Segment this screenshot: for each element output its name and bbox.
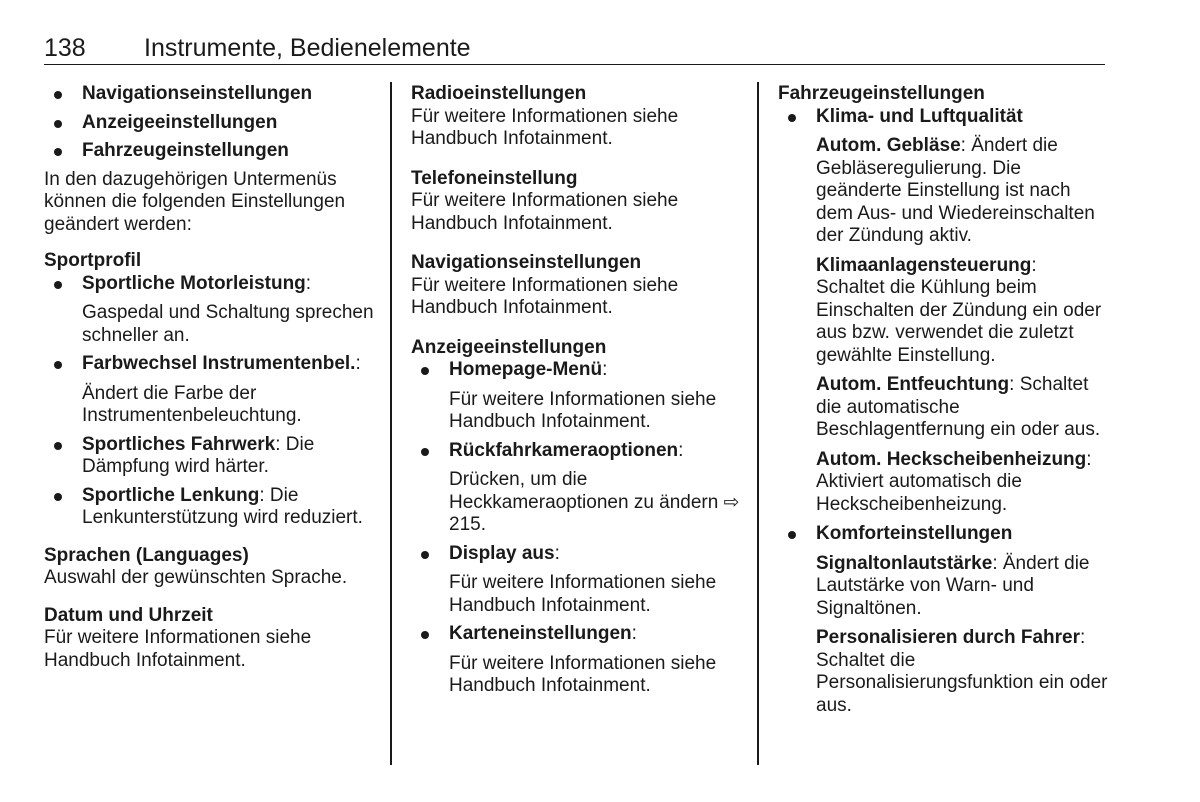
section-heading: Navigationseinstellungen	[411, 252, 642, 273]
list-item: Sportliche Motorleistung: Gaspedal und Schaltung sprechen schneller an.	[44, 273, 376, 348]
section-heading: Anzeigeeinstellungen	[411, 336, 607, 358]
section-text: Für weitere Informationen siehe Handbuch Infotainment.	[411, 274, 679, 318]
list-item: Navigationseinstellungen	[44, 83, 376, 106]
list-item: Fahrzeugeinstellungen	[44, 140, 376, 163]
bullet-icon	[54, 281, 62, 289]
section-text: Für weitere Informationen siehe Handbuch Infotainment.	[411, 190, 679, 234]
list-item: Farbwechsel Instrumentenbel.: Ändert die Farbe der Instrumentenbeleuchtung.	[44, 353, 376, 428]
bullet-icon	[421, 631, 429, 639]
page-number: 138	[44, 34, 86, 62]
intro-list	[44, 83, 376, 163]
bullet-icon	[421, 551, 429, 559]
section-text: Auswahl der gewünschten Sprache.	[44, 567, 348, 588]
setting-entry: Klimaanlagensteuerung: Schaltet die Kühlung beim Einschalten der Zündung ein oder aus bzw. verwendet die zuletzt gewählte Einstellung.	[816, 254, 1102, 366]
setting-entry: Personalisieren durch Fahrer: Schaltet die Personalisierungsfunktion ein oder aus.	[816, 627, 1108, 716]
section-sprachen	[44, 545, 376, 590]
bullet-icon	[788, 531, 796, 539]
column-divider	[390, 82, 392, 765]
section-heading: Sprachen (Languages)	[44, 544, 249, 566]
bullet-icon	[54, 361, 62, 369]
chapter-title: Instrumente, Bedienelemente	[144, 34, 471, 62]
section-sportprofil	[44, 250, 376, 530]
section-heading: Radioeinstellungen	[411, 83, 587, 104]
page-header	[44, 34, 1105, 65]
column-1	[44, 83, 376, 672]
section-text: Für weitere Informationen siehe Handbuch Infotainment.	[411, 105, 679, 149]
bullet-icon	[421, 448, 429, 456]
setting-entry: Signaltonlautstärke: Ändert die Lautstärke von Warn- und Signaltönen.	[816, 552, 1090, 619]
section-navigation	[411, 252, 743, 320]
list-item: Display aus: Für weitere Informationen siehe Handbuch Infotainment.	[411, 543, 743, 618]
list-item: Komforteinstellungen Signaltonlautstärke: Ändert die Lautstärke von Warn- und Signaltönen. Personalisieren durch Fahrer: Schaltet die Personalisierungsfunktion ein oder aus.	[778, 523, 1110, 717]
section-text: Für weitere Informationen siehe Handbuch Infotainment.	[44, 627, 312, 671]
column-divider	[757, 82, 759, 765]
list-item: Sportliches Fahrwerk: Die Dämpfung wird härter.	[44, 434, 376, 479]
section-anzeige	[411, 337, 743, 698]
column-3	[778, 83, 1110, 717]
section-telefon	[411, 168, 743, 236]
section-heading: Fahrzeugeinstellungen	[778, 83, 985, 104]
section-datum	[44, 605, 376, 673]
list-item: Homepage-Menü: Für weitere Informationen siehe Handbuch Infotainment.	[411, 359, 743, 434]
setting-entry: Autom. Entfeuchtung: Schaltet die automatische Beschlagentfernung ein oder aus.	[816, 374, 1101, 440]
bullet-icon	[54, 493, 62, 501]
bullet-icon	[54, 148, 62, 156]
list-item: Sportliche Lenkung: Die Lenkunterstützung wird reduziert.	[44, 485, 376, 530]
section-heading: Datum und Uhrzeit	[44, 604, 213, 626]
setting-entry: Autom. Gebläse: Ändert die Gebläseregulierung. Die geänderte Einstellung ist nach dem Aus- und Wiedereinschalten der Zündung aktiv.	[816, 135, 1095, 246]
section-heading: Sportprofil	[44, 250, 142, 271]
list-item: Anzeigeeinstellungen	[44, 112, 376, 135]
column-2	[411, 83, 743, 698]
section-heading: Telefoneinstellung	[411, 167, 578, 189]
bullet-icon	[788, 114, 796, 122]
list-item: Klima- und Luftqualität Autom. Gebläse: Ändert die Gebläseregulierung. Die geänderte Einstellung ist nach dem Aus- und Wiedereinschalten der Zündung aktiv. Klimaanlagensteuerung: Schaltet die Kühlung beim Einschalten der Zündung ein oder aus bzw. verwendet die zuletzt gewählte Einstellung. Autom. Entfeuchtung: Schaltet die automatische Beschlagentfernung ein oder aus. Autom. Heckscheibenheizung: Aktiviert automatisch die Heckscheibenheizung.	[778, 106, 1110, 517]
intro-paragraph: In den dazugehörigen Untermenüs können die folgenden Einstellungen geändert werden:	[44, 168, 346, 235]
bullet-icon	[54, 442, 62, 450]
list-item: Karteneinstellungen: Für weitere Informationen siehe Handbuch Infotainment.	[411, 623, 743, 698]
section-radio	[411, 83, 743, 151]
bullet-icon	[54, 91, 62, 99]
bullet-icon	[54, 120, 62, 128]
setting-entry: Autom. Heckscheibenheizung: Aktiviert automatisch die Heckscheibenheizung.	[816, 448, 1092, 515]
list-item: Rückfahrkameraoptionen: Drücken, um die Heckkameraoptionen zu ändern ⇨ 215.	[411, 440, 743, 537]
bullet-icon	[421, 367, 429, 375]
